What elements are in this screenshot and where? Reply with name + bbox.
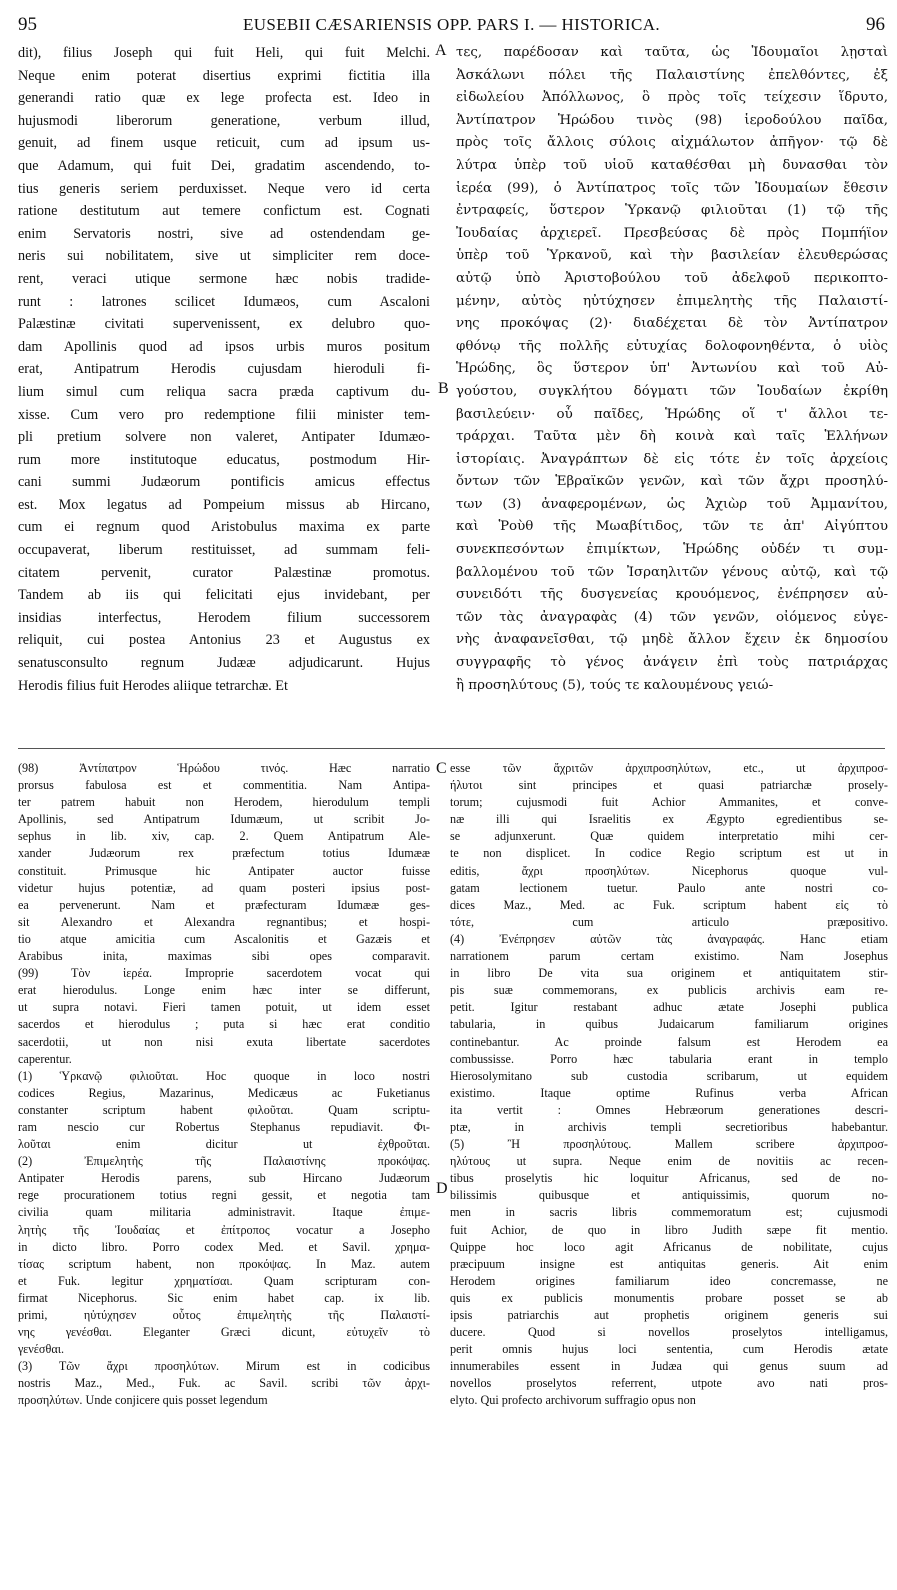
- text-line: τίσας scriptum habent, non προκόψας. In Maz. autem: [18, 1256, 430, 1271]
- text-line: erat hierodulus. Longe enim hæc inter se differunt,: [18, 983, 430, 998]
- text-line: tius generis seriem perduxisset. Neque vero id certa: [18, 180, 430, 197]
- text-line: gatam lectionem tuetur. Paulo ante nostri co-: [450, 880, 888, 895]
- text-line: Quippe hoc loco agit Africanus de nobilitate, cujus: [450, 1239, 888, 1254]
- text-line: est. Mox legatus ad Pompeium missus ab Hircano,: [18, 496, 430, 513]
- text-line: ita vertit : Omnes Hebræorum generationes descri-: [450, 1102, 888, 1117]
- text-line: Antipater Herodis parens, sub Hircano Judæorum: [18, 1171, 430, 1186]
- text-line: νης προκόψας (2)· διαδέχεται δὲ τὸν Ἀντίπατρον: [456, 316, 888, 332]
- text-line: λύτρα ὑπὲρ τοῦ υἱοῦ καταθέσθαι μὴ δυνασθαι τὸν: [456, 157, 888, 173]
- text-line: Ἀντίπατρον Ἡρώδου τινὸς (98) ἱεροδούλου παῖδα,: [456, 112, 888, 128]
- text-line: in libro De vita sua originem et antiquitatem stir-: [450, 966, 888, 981]
- text-line: innumerabiles essent in Judæa qui genus suum ad: [450, 1359, 888, 1374]
- text-line: (5) Ἢ προσηλύτους. Mallem scribere ἀρχιπροσ-: [450, 1137, 888, 1152]
- latin-column: [18, 42, 430, 697]
- text-line: τες, παρέδοσαν καὶ ταῦτα, ὡς Ἰδουμαῖοι λῃσταὶ: [456, 45, 888, 60]
- text-line: existimo. Itaque optime Rufinus verba African: [450, 1085, 888, 1100]
- text-line: Ἡρώδης, ὃς ὕστερον ὑπ' Ἀντωνίου καὶ τοῦ Αὐ-: [456, 361, 888, 377]
- text-line: pli pretium solvere non valeret, Antipater Idumæo-: [18, 429, 430, 446]
- text-line: τῶν τὰς ἀναγραφὰς (4) τῶν γενῶν, οἰόμενος εὐγε-: [456, 609, 888, 625]
- text-line: πρὸς τοῖς ἄλλοις σύλοις αἰχμάλωτον ἀπῆγον· τῷ δὲ: [456, 135, 888, 151]
- text-line: Tandem ab iis qui felicitati ejus invidebant, per: [18, 587, 430, 604]
- text-line: ηλύτους ut supra. Neque enim de novitiis ac recen-: [450, 1154, 888, 1169]
- text-line: sacerdotii, ut non nisi exuta libertate sacerdotes: [18, 1034, 430, 1049]
- text-line: tio atque amicitia cum Ascalonitis et Gazæis et: [18, 931, 430, 946]
- text-line: dam Apollinis quod ad ipsos urbis muros positum: [18, 338, 430, 355]
- text-line: Ἀσκάλωνι πόλει τῆς Παλαιστίνης ἐπελθόντες, ἐξ: [456, 67, 888, 83]
- text-line: (1) Ὑρκανῷ φιλιοῦται. Hoc quoque in loco nostri: [18, 1068, 430, 1083]
- text-line: codices Regius, Mazarinus, Medicæus ac Fuketianus: [18, 1085, 430, 1100]
- text-line: βασιλεύειν· οὗ παῖδες, Ἡρώδης οἵ τ' ἄλλοι τε-: [456, 406, 888, 422]
- text-line: pis suæ commemorans, ex publicis archivis eam re-: [450, 983, 888, 998]
- text-line: (3) Τῶν ἄχρι προσηλύτων. Mirum est in codicibus: [18, 1359, 430, 1374]
- text-line: rum more institutoque educatus, postmodum Hir-: [18, 451, 430, 468]
- text-line: constanter scriptum habent φιλοῦται. Quam scriptu-: [18, 1102, 430, 1117]
- text-line: dit), filius Joseph qui fuit Heli, qui fuit Melchi.: [18, 45, 430, 61]
- text-line: tabularia, in quibus Judaicarum familiarum origines: [450, 1017, 888, 1032]
- text-line: ήλυτοι sint principes et quasi patriarchæ prosely-: [450, 778, 888, 793]
- text-line: ea pervenerunt. Nam et præfecturam Idumææ ges-: [18, 897, 430, 912]
- text-line: perit omnis hujus loci sententia, cum Herodis ætate: [450, 1342, 888, 1357]
- page-number-left: 95: [18, 14, 37, 35]
- page-number-right: 96: [866, 14, 885, 35]
- text-line: torum; cujusmodi fuit Achior Ammanites, et conve-: [450, 795, 888, 810]
- text-line: constituit. Primusque hic Antipater auctor fuisse: [18, 863, 430, 878]
- margin-marker-a: A: [435, 42, 447, 59]
- text-line: reliquit, cui postea Antonius 23 et Augustus ex: [18, 632, 430, 649]
- text-line: men in sacris libris commemoratum est; cujusmodi: [450, 1205, 888, 1220]
- text-line: (4) Ἐνέπρησεν αὐτῶν τὰς ἀναγραφάς. Hanc etiam: [450, 931, 888, 946]
- text-line: συνεκπεσόντων ἐπιμίκτων, Ἡρώδης οὐδέν τι συμ-: [456, 542, 888, 558]
- text-line: νης γενέσθαι. Eleganter Græci dicunt, εὐτυχεῖν τὸ: [18, 1325, 430, 1340]
- greek-column: [456, 42, 888, 697]
- text-line: primi, ηὐτύχησεν οὗτος ἐπιμελητὴς τῆς Παλαιστί-: [18, 1308, 430, 1322]
- text-line: γενέσθαι.: [18, 1342, 65, 1357]
- text-line: εἰδωλείου Ἀπόλλωνος, ὃ πρὸς τοῖς τείχεσιν ἵδρυτο,: [456, 90, 888, 106]
- text-line: enim Servatoris nostri, sive ad ostendendam ge-: [18, 225, 430, 242]
- text-line: ὄντων τῶν Ἑβραϊκῶν γενῶν, καὶ τῶν ἄχρι προσηλύ-: [456, 474, 888, 490]
- text-line: petit. Igitur restabant adhuc ætate Josephi publica: [450, 1000, 888, 1015]
- text-line: novellos proselytos referrent, utpote avo nati pros-: [450, 1376, 888, 1391]
- text-line: λητὴς τῆς Ἰουδαίας et ἐπίτροπος vocatur a Josepho: [18, 1222, 430, 1237]
- text-line: generandi ratio quæ ex lege profecta est. Ideo in: [18, 90, 430, 107]
- text-line: λοῦται enim dicitur ut ἐχθροῦται.: [18, 1137, 430, 1152]
- text-line: combussisse. Porro hæc tabularia erant in templo: [450, 1051, 888, 1066]
- text-line: τράρχαι. Ταῦτα μὲν δὴ κοινὰ καὶ ταῖς Ἑλλήνων: [456, 429, 888, 445]
- notes-divider: [18, 748, 885, 749]
- text-line: ram nescio cur Robertus Stephanus repudiavit. Φι-: [18, 1119, 430, 1134]
- text-line: ratione destitutum aut temere confictum est. Cognati: [18, 203, 430, 220]
- text-line: γούστου, συγκλήτου δόγματι τῶν Ἰουδαίων ἐκρίθη: [456, 383, 888, 399]
- text-line: sephus in lib. xiv, cap. 2. Quem Antipatrum Ale-: [18, 829, 430, 844]
- text-line: videtur hujus potentiæ, ad quam posteri ipsius post-: [18, 880, 430, 895]
- text-line: των (3) ἀναφερομένων, ὡς Ἀχιὼρ τοῦ Ἀμμανίτου,: [456, 496, 888, 512]
- text-line: ὑπὲρ τοῦ Ὑρκανοῦ, καὶ τὴν βασιλείαν ἐλευθερώσας: [456, 248, 888, 264]
- text-line: civilia quam militaria administravit. Itaque ἐπιμε-: [18, 1205, 430, 1220]
- text-line: neris sui nobilitatem, sive ut simpliciter rem doce-: [18, 248, 430, 265]
- text-line: prorsus fabulosa est et commentitia. Nam Antipa-: [18, 778, 430, 793]
- text-line: et Fuk. legitur χρηματίσαι. Quam scripturam con-: [18, 1273, 430, 1288]
- text-line: narrationem parum certam existimo. Nam Josephus: [450, 949, 888, 964]
- text-line: te non displicet. In codice Regio scriptum est ut in: [450, 846, 888, 861]
- text-line: in dicto libro. Porro codex Med. et Savil. χρημα-: [18, 1239, 430, 1254]
- text-line: xisse. Cum vero pro redemptione filii minister tem-: [18, 406, 430, 423]
- text-line: continebantur. Ac proinde falsum est Herodem ea: [450, 1034, 888, 1049]
- text-line: nostris Maz., Med., Fuk. ac Savil. scribi τῶν ἀρχι-: [18, 1376, 430, 1391]
- text-line: Herodem origines familiarum ideo concremasse, ne: [450, 1273, 888, 1288]
- text-line: hujusmodi liberorum generatione, verbum illud,: [18, 112, 430, 129]
- text-line: quis ex publicis monumentis probare posset se ab: [450, 1290, 888, 1305]
- text-line: (98) Ἀντίπατρον Ἡρώδου τινός. Hæc narratio: [18, 761, 430, 775]
- text-line: ut supra notavi. Fieri tamen potuit, ut idem esset: [18, 1000, 430, 1015]
- text-line: τότε, cum articulo præpositivo.: [450, 914, 888, 929]
- text-line: cani summi Judæorum pontificis amicus effectus: [18, 474, 430, 491]
- footnotes-right: [450, 760, 888, 1410]
- text-line: elyto. Qui profecto archivorum suffragio opus non: [450, 1393, 696, 1408]
- text-line: esse τῶν ἄχριτῶν ἀρχιπροσηλύτων, etc., ut ἀρχιπροσ-: [450, 761, 888, 775]
- footnotes-left: [18, 760, 430, 1410]
- text-line: Herodis filius fuit Herodes aliique tetrarchæ. Et: [18, 677, 288, 694]
- text-line: αὐτῷ ὑπὸ Ἀριστοβούλου τοῦ ἀδελφοῦ περικοπτο-: [456, 270, 888, 286]
- text-line: Hierosolymitano sub custodia scribarum, ut equidem: [450, 1068, 888, 1083]
- margin-marker-d: D: [436, 1180, 448, 1197]
- text-line: Neque enim poterat disertius exprimi fictitia illa: [18, 67, 430, 84]
- text-line: que Adamum, qui fuit Dei, gradatim ascendendo, to-: [18, 157, 430, 174]
- text-line: præcipuum insigne est antiquitas generis. Ait enim: [450, 1256, 888, 1271]
- text-line: sit Alexandro et Alexandra regnantibus; et hospi-: [18, 914, 430, 929]
- running-header: [18, 14, 885, 38]
- text-line: καὶ Ῥοὺθ τῆς Μωαβίτιδος, τῶν τε ἀπ' Αἰγύπτου: [456, 519, 888, 535]
- text-line: bilissimis quibusque et antiquissimis, quorum no-: [450, 1188, 888, 1203]
- text-line: συγγραφῆς τὸ γένος ἀνάγειν ἐπὶ τοὺς πατριάρχας: [456, 655, 888, 671]
- text-line: φθόνῳ τῆς πολλῆς εὐτυχίας δολοφονηθέντα, ὁ υἱὸς: [456, 338, 888, 354]
- text-line: Apollinis, sed Antipatrum Idumæum, ut scribit Jo-: [18, 812, 430, 827]
- text-line: Palæstinæ civitati supervenissent, ex delubro quo-: [18, 316, 430, 333]
- text-line: ἱερέα (99), ὁ Ἀντίπατρος τοῖς τῶν Ἰδουμαίων ἔθεσιν: [456, 180, 888, 196]
- text-line: ducere. Quod si novellos proselytos intelligamus,: [450, 1325, 888, 1340]
- text-line: cum ei regnum quod Aristobulus maxima ex parte: [18, 519, 430, 536]
- text-line: ἐντραφείς, ὕστερον Ὑρκανῷ φιλιοῦται (1) τῷ τῆς: [456, 203, 888, 219]
- text-line: fuit Achior, de quo in libro Judith sæpe fit mentio.: [450, 1222, 888, 1237]
- text-line: βαλλομένου τοῦ τῶν Ἰσραηλιτῶν γένους αὐτῷ, καὶ τῷ: [456, 564, 888, 580]
- text-line: erat, Antipatrum Herodis cujusdam hieroduli fi-: [18, 361, 430, 378]
- text-line: sacerdos et hierodulus ; puta si hæc erat conditio: [18, 1017, 430, 1032]
- text-line: insidias interfectus, Herodem filium successorem: [18, 609, 430, 626]
- text-line: ter patrem habuit non Herodem, hierodulum templi: [18, 795, 430, 810]
- text-line: senatusconsulto regnum Judææ adjudicarunt. Hujus: [18, 655, 430, 672]
- text-line: ἱστορίαις. Ἀναγράπτων δὲ εἰς τότε ἐν τοῖς ἀρχείοις: [456, 451, 888, 467]
- text-line: tibus proselytis hic loquitur Africanus, sed de no-: [450, 1171, 888, 1186]
- text-line: se adjunxerunt. Quæ quidem interpretatio mihi cer-: [450, 829, 888, 844]
- text-line: Arabibus inita, maximas sibi opes comparavit.: [18, 949, 430, 964]
- text-line: firmat Nicephorus. Sic enim habet cap. ix lib.: [18, 1290, 430, 1305]
- text-line: citatem pervenit, curator Palæstinæ promotus.: [18, 564, 430, 581]
- text-line: ptæ, in archivis templi secretioribus habebantur.: [450, 1119, 888, 1134]
- text-line: rent, veraci utique sermone hæc nobis tradide-: [18, 270, 430, 287]
- text-line: dices Maz., Med. ac Fuk. scriptum habent εἰς τὸ: [450, 897, 888, 912]
- text-line: xander Judæorum rex præfectum totius Idumææ: [18, 846, 430, 861]
- text-line: occupaverat, liberum restituisset, ad summam feli-: [18, 542, 430, 559]
- text-line: ipsis patriarchis aut prophetis originem generis sui: [450, 1308, 888, 1322]
- text-line: genuit, ad finem usque reticuit, cum ad ipsum us-: [18, 135, 430, 152]
- text-line: προσηλύτων. Unde conjicere quis posset legendum: [18, 1393, 268, 1408]
- text-line: νὴς ἀναφανεῖσθαι, τῷ μηδὲ ἄλλον ἔχειν ἐκ δημοσίου: [456, 632, 888, 648]
- text-line: rege procurationem totius regni gessit, et negotia tam: [18, 1188, 430, 1203]
- text-line: caperentur.: [18, 1051, 72, 1066]
- text-line: runt : latrones scilicet Idumæos, cum Ascaloni: [18, 293, 430, 310]
- text-line: lium simul cum reliqua sacra præda captivum du-: [18, 383, 430, 400]
- margin-marker-c: C: [436, 760, 447, 777]
- text-line: næ illi qui Israelitis ex Ægypto egredientibus se-: [450, 812, 888, 827]
- text-line: (99) Τὸν ἱερέα. Improprie sacerdotem vocat qui: [18, 966, 430, 981]
- running-title: EUSEBII CÆSARIENSIS OPP. PARS I. — HISTORICA.: [242, 15, 661, 34]
- text-line: συνειδότι τῆς δυσγενείας κρουόμενος, ἐνέπρησεν αὐ-: [456, 587, 888, 603]
- text-line: editis, ἄχρι προσηλύτων. Nicephorus quoque vul-: [450, 863, 888, 878]
- margin-marker-b: B: [438, 380, 449, 397]
- text-line: μένην, αὐτὸς ηὐτύχησεν ἐπιμελητὴς τῆς Παλαιστί-: [456, 293, 888, 309]
- text-line: (2) Ἐπιμελητὴς τῆς Παλαιστίνης προκόψας.: [18, 1154, 430, 1169]
- text-line: ἢ προσηλύτους (5), τούς τε καλουμένους γειώ-: [456, 677, 774, 693]
- text-line: Ἰουδαίας ἀρχιερεῖ. Πρεσβεύσας δὲ πρὸς Πομπήϊον: [456, 225, 888, 241]
